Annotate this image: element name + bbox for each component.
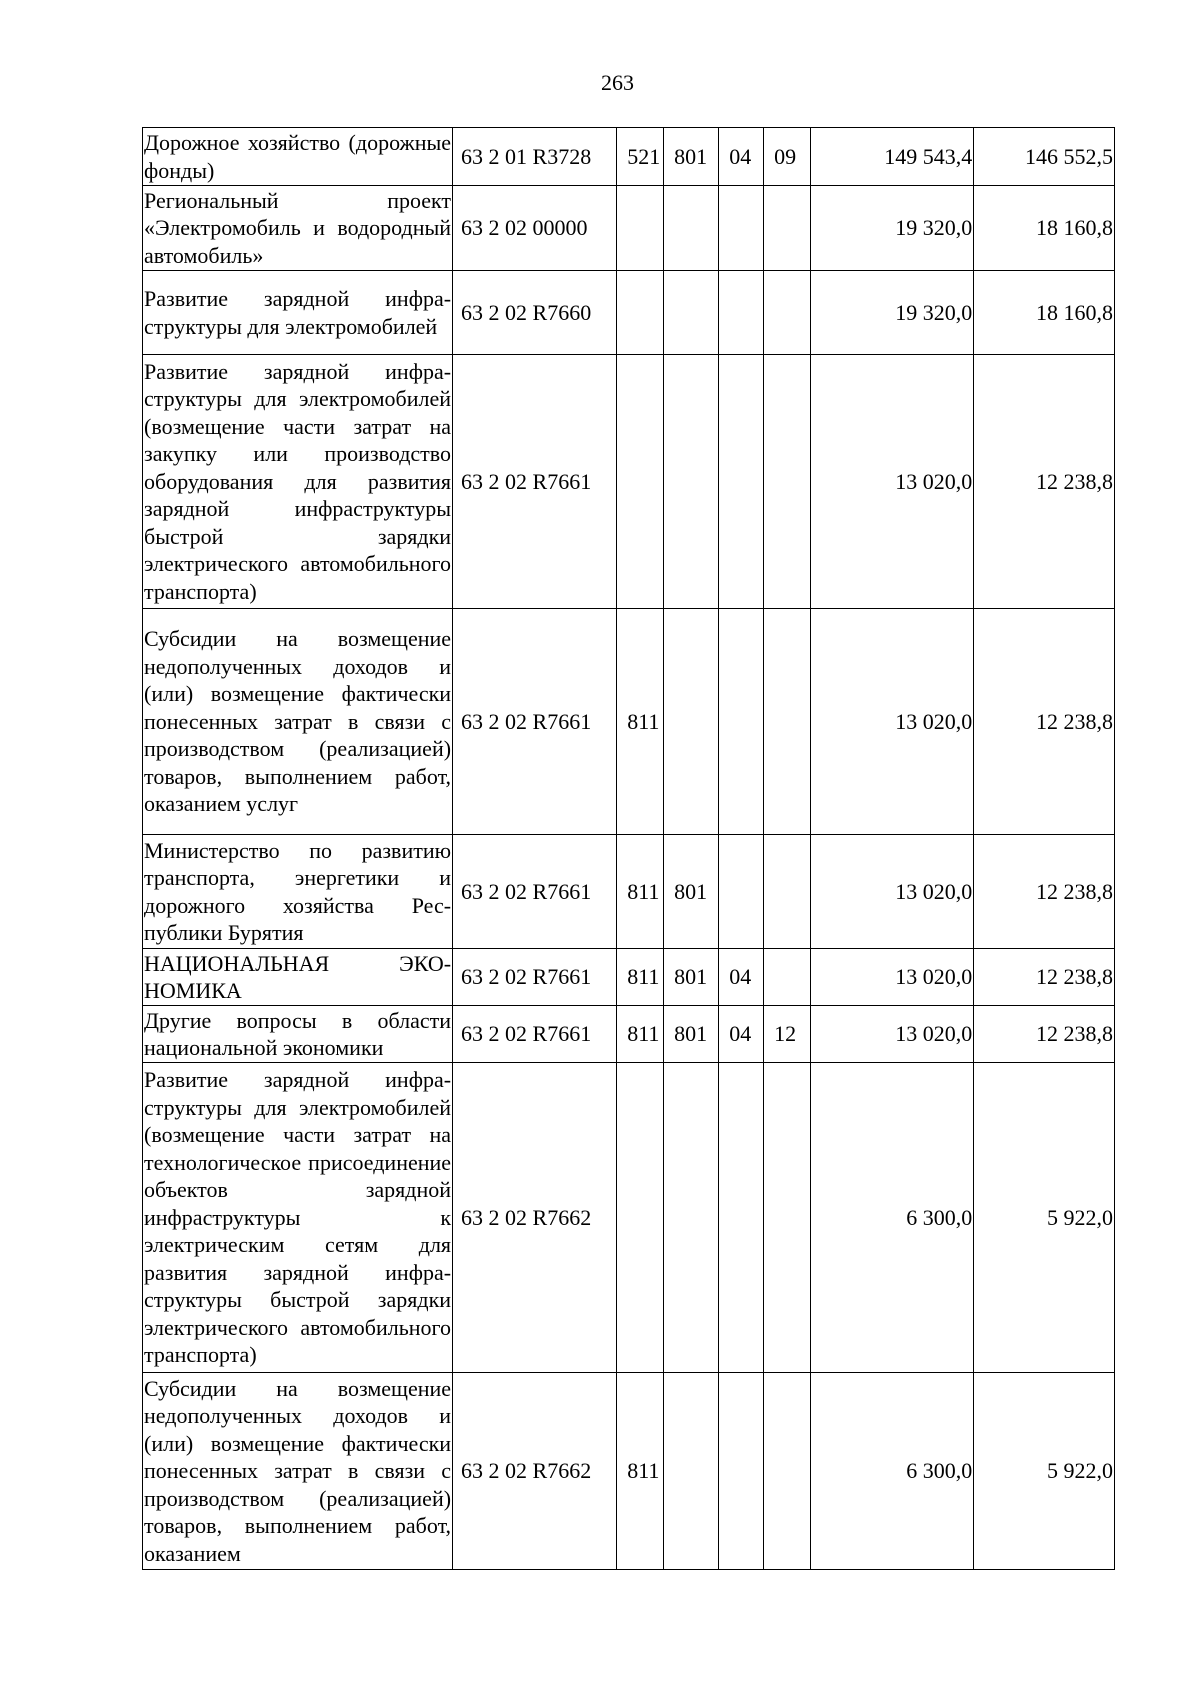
admin-code bbox=[664, 609, 719, 835]
amount-first: 6 300,0 bbox=[811, 1063, 974, 1373]
target-article-code: 63 2 01 R3728 bbox=[453, 128, 617, 186]
target-article-code: 63 2 02 R7661 bbox=[453, 355, 617, 609]
expense-type-code: 811 bbox=[617, 609, 664, 835]
amount-second: 18 160,8 bbox=[974, 186, 1115, 271]
amount-second: 5 922,0 bbox=[974, 1063, 1115, 1373]
subsection-code bbox=[764, 1373, 811, 1570]
row-name: Дорожное хозяйство (дорожные фонды) bbox=[143, 128, 453, 186]
target-article-code: 63 2 02 R7661 bbox=[453, 1006, 617, 1063]
target-article-code: 63 2 02 R7661 bbox=[453, 949, 617, 1006]
section-code: 04 bbox=[719, 949, 764, 1006]
table-row bbox=[143, 186, 1115, 271]
target-article-code: 63 2 02 R7661 bbox=[453, 835, 617, 949]
row-name: Другие вопросы в области национальной экономики bbox=[143, 1006, 453, 1063]
admin-code bbox=[664, 355, 719, 609]
target-article-code: 63 2 02 R7662 bbox=[453, 1063, 617, 1373]
section-code bbox=[719, 355, 764, 609]
row-name: Субсидии на возмещение недополученных доходов и (или) возмещение фактически понесенных затрат в связи с производством (реализацией) товаров, выполнением работ, оказанием услуг bbox=[143, 609, 453, 835]
amount-first: 13 020,0 bbox=[811, 835, 974, 949]
table-row bbox=[143, 949, 1115, 1006]
expense-type-code: 811 bbox=[617, 949, 664, 1006]
expense-type-code: 811 bbox=[617, 1373, 664, 1570]
amount-second: 146 552,5 bbox=[974, 128, 1115, 186]
table-row bbox=[143, 609, 1115, 835]
row-name: НАЦИОНАЛЬНАЯ ЭКОНОМИКА bbox=[143, 949, 453, 1006]
subsection-code: 12 bbox=[764, 1006, 811, 1063]
admin-code bbox=[664, 186, 719, 271]
row-name: Региональный проект «Электромобиль и водородный автомобиль» bbox=[143, 186, 453, 271]
amount-first: 19 320,0 bbox=[811, 186, 974, 271]
amount-first: 6 300,0 bbox=[811, 1373, 974, 1570]
admin-code bbox=[664, 1063, 719, 1373]
table-row bbox=[143, 1006, 1115, 1063]
target-article-code: 63 2 02 R7662 bbox=[453, 1373, 617, 1570]
amount-second: 12 238,8 bbox=[974, 835, 1115, 949]
target-article-code: 63 2 02 R7661 bbox=[453, 609, 617, 835]
row-name: Субсидии на возмещение недополученных доходов и (или) возмещение фактически понесенных затрат в связи с производством (реализацией) товаров, выполнением работ, оказанием bbox=[143, 1373, 453, 1570]
row-name: Министерство по развитию транспорта, энергетики и дорожного хозяйства Республики Бурятия bbox=[143, 835, 453, 949]
row-name: Развитие зарядной инфраструктуры для электромобилей (возмещение части затрат на технологическое присоединение объектов зарядной инфраструктуры к электрическим сетям для развития зарядной инфраструктуры быстрой зарядки электрического автомобильного транспорта) bbox=[143, 1063, 453, 1373]
section-code bbox=[719, 1063, 764, 1373]
table-row bbox=[143, 271, 1115, 355]
subsection-code bbox=[764, 949, 811, 1006]
subsection-code bbox=[764, 609, 811, 835]
section-code bbox=[719, 1373, 764, 1570]
budget-table bbox=[142, 127, 1115, 1570]
subsection-code bbox=[764, 355, 811, 609]
row-name: Развитие зарядной инфраструктуры для электромобилей (возмещение части затрат на закупку или производство оборудования для развития зарядной инфраструктуры быстрой зарядки электрического автомобильного транспорта) bbox=[143, 355, 453, 609]
amount-second: 12 238,8 bbox=[974, 609, 1115, 835]
section-code bbox=[719, 186, 764, 271]
page-number: 263 bbox=[601, 70, 634, 95]
expense-type-code: 811 bbox=[617, 1006, 664, 1063]
subsection-code bbox=[764, 186, 811, 271]
table-row bbox=[143, 835, 1115, 949]
amount-second: 18 160,8 bbox=[974, 271, 1115, 355]
section-code: 04 bbox=[719, 1006, 764, 1063]
subsection-code bbox=[764, 271, 811, 355]
expense-type-code bbox=[617, 355, 664, 609]
admin-code: 801 bbox=[664, 128, 719, 186]
subsection-code bbox=[764, 835, 811, 949]
subsection-code: 09 bbox=[764, 128, 811, 186]
amount-first: 13 020,0 bbox=[811, 355, 974, 609]
section-code: 04 bbox=[719, 128, 764, 186]
expense-type-code: 521 bbox=[617, 128, 664, 186]
amount-second: 12 238,8 bbox=[974, 949, 1115, 1006]
amount-first: 149 543,4 bbox=[811, 128, 974, 186]
subsection-code bbox=[764, 1063, 811, 1373]
target-article-code: 63 2 02 00000 bbox=[453, 186, 617, 271]
amount-second: 12 238,8 bbox=[974, 1006, 1115, 1063]
table-row bbox=[143, 1063, 1115, 1373]
target-article-code: 63 2 02 R7660 bbox=[453, 271, 617, 355]
amount-first: 13 020,0 bbox=[811, 1006, 974, 1063]
expense-type-code bbox=[617, 271, 664, 355]
amount-first: 13 020,0 bbox=[811, 949, 974, 1006]
amount-second: 12 238,8 bbox=[974, 355, 1115, 609]
table-row bbox=[143, 1373, 1115, 1570]
section-code bbox=[719, 835, 764, 949]
section-code bbox=[719, 271, 764, 355]
amount-second: 5 922,0 bbox=[974, 1373, 1115, 1570]
admin-code: 801 bbox=[664, 949, 719, 1006]
amount-first: 19 320,0 bbox=[811, 271, 974, 355]
row-name: Развитие зарядной инфраструктуры для электромобилей bbox=[143, 271, 453, 355]
admin-code bbox=[664, 271, 719, 355]
admin-code: 801 bbox=[664, 1006, 719, 1063]
admin-code: 801 bbox=[664, 835, 719, 949]
expense-type-code bbox=[617, 186, 664, 271]
table-row bbox=[143, 128, 1115, 186]
expense-type-code: 811 bbox=[617, 835, 664, 949]
table-row bbox=[143, 355, 1115, 609]
section-code bbox=[719, 609, 764, 835]
admin-code bbox=[664, 1373, 719, 1570]
expense-type-code bbox=[617, 1063, 664, 1373]
amount-first: 13 020,0 bbox=[811, 609, 974, 835]
